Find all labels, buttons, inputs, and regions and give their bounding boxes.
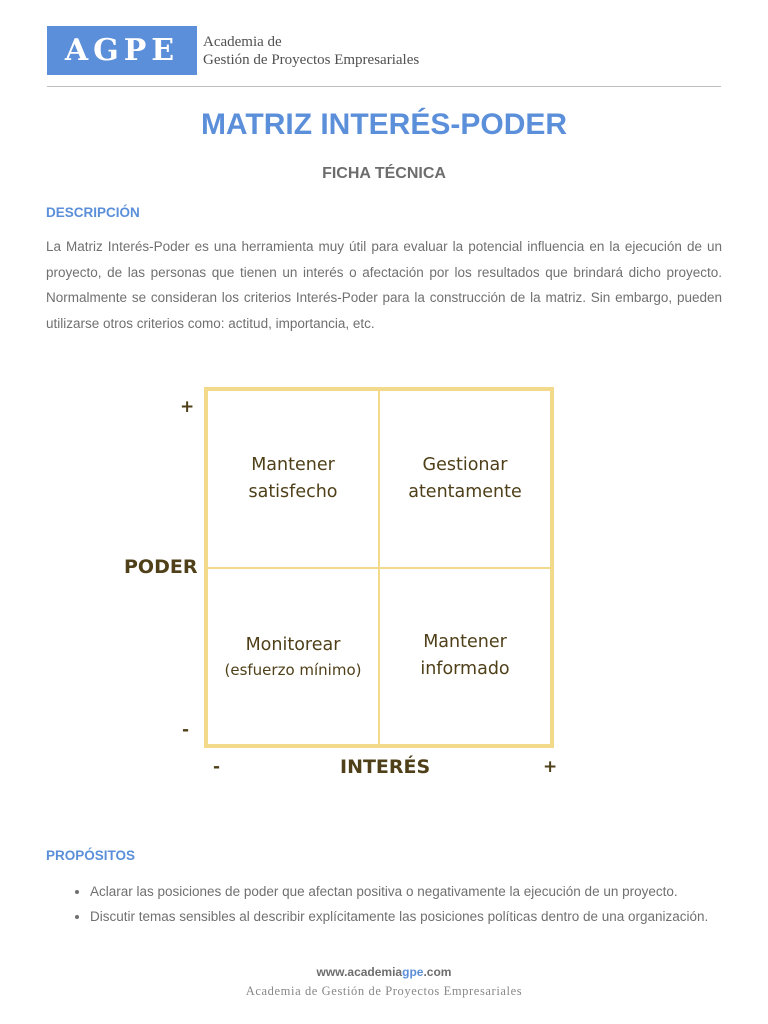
quadrant-manage-closely — [379, 390, 551, 568]
footer-url[interactable] — [0, 965, 768, 979]
page-title: MATRIZ INTERÉS-PODER — [200, 108, 568, 141]
org-name-line2: Gestión de Proyectos Empresariales — [203, 52, 420, 68]
x-axis-label: INTERÉS — [340, 756, 431, 778]
list-item: • Discutir temas sensibles al describir explícitamente las posiciones políticas dentro de una organización. — [90, 904, 768, 929]
y-axis-minus: - — [182, 720, 190, 740]
y-axis-label: PODER — [124, 556, 198, 578]
agpe-logo: AGPE — [47, 26, 197, 75]
org-name-line1: Academia de — [203, 34, 282, 50]
purposes-list — [46, 879, 768, 929]
footer-org: Academia de Gestión de Proyectos Empresariales — [245, 984, 523, 998]
list-item: • Aclarar las posiciones de poder que afectan positiva o negativamente la ejecución de un proyecto. — [90, 879, 768, 904]
quadrant-keep-satisfied — [207, 390, 379, 568]
quadrant-text: atentamente — [408, 481, 522, 502]
interest-power-matrix — [204, 387, 554, 748]
x-axis-plus: + — [543, 757, 558, 777]
quadrant-text: satisfecho — [248, 481, 338, 502]
quadrant-text: informado — [420, 659, 510, 680]
description-text: La Matriz Interés-Poder es una herramienta muy útil para evaluar la potencial influencia en la ejecución de un proyecto, de las personas que tienen un interés o afectación por los resultados que brindará dicho proyecto. Normalmente se consideran los criterios Interés-Poder para la construcción de la matriz. Sin embargo, pueden utilizarse otros criterios como: actitud, importancia, etc. — [46, 239, 722, 331]
page-header — [47, 26, 721, 87]
quadrant-text: (esfuerzo mínimo) — [224, 660, 362, 679]
footer-url-accent: gpe — [402, 965, 424, 979]
quadrant-keep-informed — [379, 568, 551, 746]
purposes-heading: PROPÓSITOS — [46, 848, 136, 863]
quadrant-text: Mantener — [251, 454, 335, 475]
y-axis-plus: + — [180, 397, 195, 417]
description-heading: DESCRIPCIÓN — [46, 205, 140, 220]
page-subtitle: FICHA TÉCNICA — [322, 165, 446, 182]
org-name — [203, 33, 419, 69]
quadrant-monitor — [207, 568, 379, 746]
footer-url-suffix: .com — [423, 965, 452, 979]
quadrant-text: Monitorear — [245, 634, 341, 655]
x-axis-minus: - — [213, 757, 221, 777]
quadrant-text: Gestionar — [422, 454, 508, 475]
footer-url-prefix: www.academia — [316, 965, 403, 979]
quadrant-text: Mantener — [423, 632, 507, 653]
